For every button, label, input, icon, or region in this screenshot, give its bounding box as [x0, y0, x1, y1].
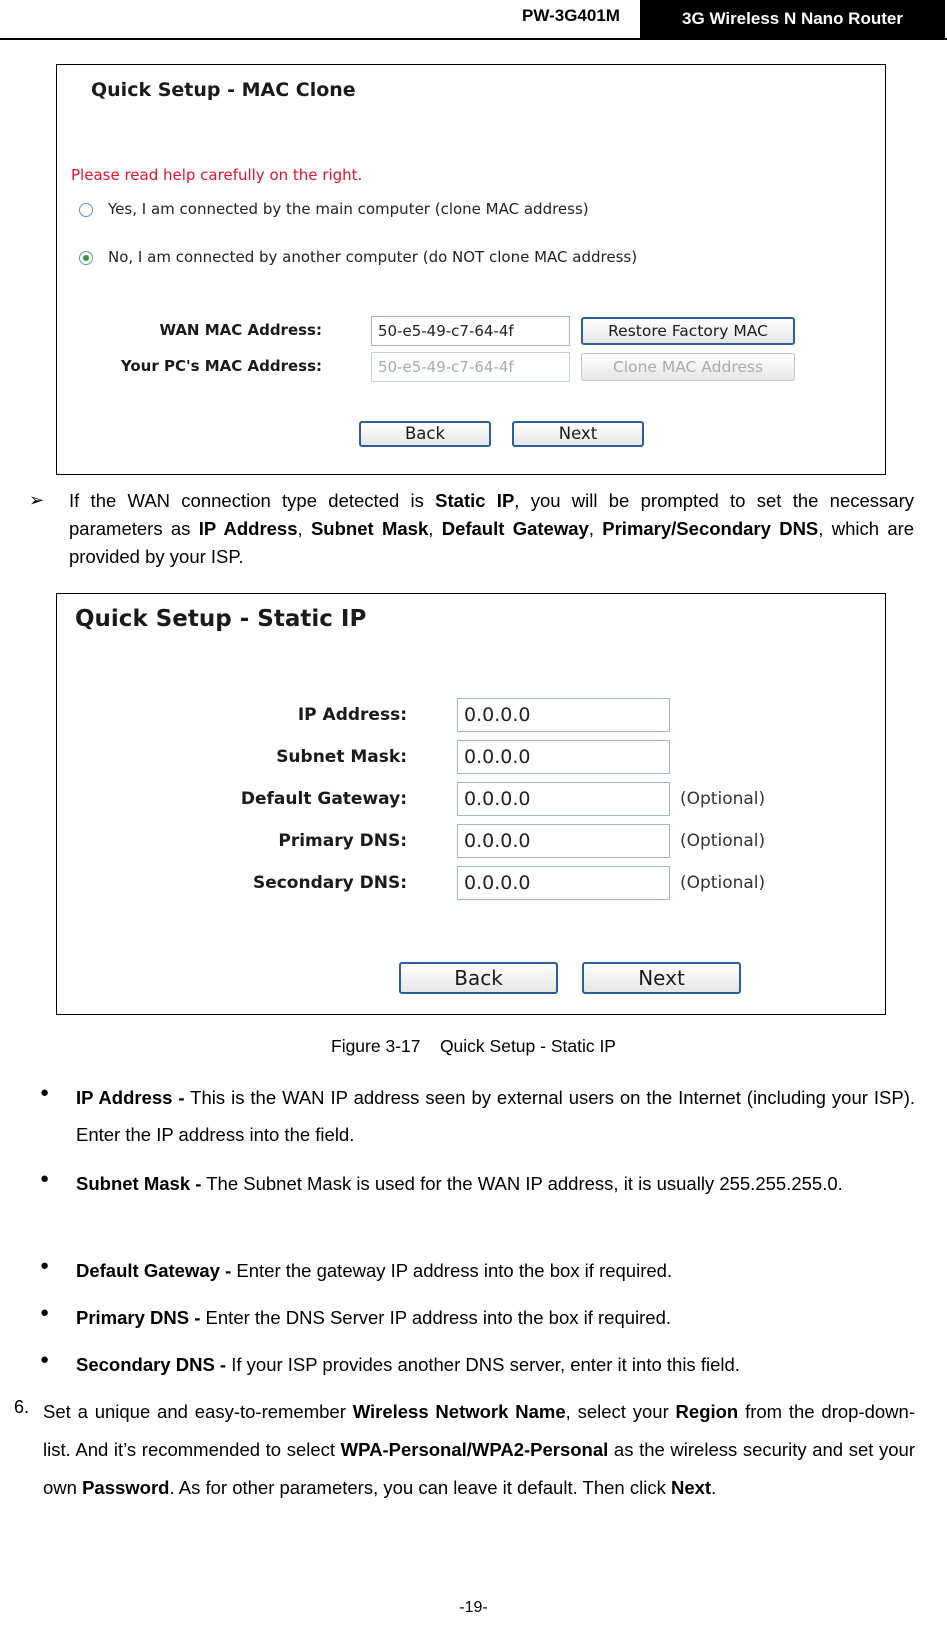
- intro-bold-ip-address: IP Address: [198, 518, 298, 539]
- page-number: -19-: [459, 1599, 488, 1616]
- bullet-marker: ●: [40, 1084, 50, 1101]
- bullet-term: Subnet Mask -: [76, 1173, 202, 1194]
- step6-paragraph: [43, 1393, 915, 1507]
- step6-text: . As for other parameters, you can leave it default. Then click: [169, 1477, 671, 1498]
- wan-mac-input[interactable]: 50-e5-49-c7-64-4f: [371, 316, 570, 346]
- secondary-dns-optional-note: (Optional): [680, 873, 766, 893]
- intro-text: ,: [588, 518, 603, 539]
- restore-factory-mac-button[interactable]: Restore Factory MAC: [581, 317, 795, 345]
- bullet-text: The Subnet Mask is used for the WAN IP address, it is usually 255.255.255.0.: [201, 1173, 843, 1194]
- bullet-term: IP Address -: [76, 1087, 185, 1108]
- step6-bold-password: Password: [82, 1477, 170, 1498]
- wan-mac-label: WAN MAC Address:: [159, 321, 322, 339]
- intro-text: , which are provided by your ISP.: [69, 518, 915, 567]
- intro-bold-dns: Primary/Secondary DNS: [602, 518, 819, 539]
- mac-clone-title: Quick Setup - MAC Clone: [91, 79, 356, 101]
- bullet-text: Enter the gateway IP address into the box if required.: [231, 1260, 673, 1281]
- primary-dns-label: Primary DNS:: [278, 831, 407, 851]
- bullet-term: Secondary DNS -: [76, 1354, 227, 1375]
- radio-selected-dot: [83, 255, 89, 261]
- intro-text: , you will be prompted to set the necessary parameters as: [69, 490, 914, 539]
- bullet-marker: ●: [40, 1304, 50, 1321]
- intro-text: ,: [428, 518, 442, 539]
- bullet-marker: ●: [40, 1351, 50, 1368]
- document-model-header: PW-3G401M: [522, 6, 620, 25]
- intro-bold-subnet-mask: Subnet Mask: [310, 518, 429, 539]
- intro-text: If the WAN connection type detected is: [69, 490, 436, 511]
- subnet-mask-label: Subnet Mask:: [276, 747, 407, 767]
- primary-dns-optional-note: (Optional): [680, 831, 766, 851]
- mac-clone-screenshot: [56, 64, 886, 475]
- static-ip-title: Quick Setup - Static IP: [75, 606, 367, 632]
- default-gateway-label: Default Gateway:: [240, 789, 407, 809]
- bullet-text: This is the WAN IP address seen by external users on the Internet (including your ISP). Enter the IP address into the field.: [76, 1087, 915, 1145]
- primary-dns-input[interactable]: 0.0.0.0: [457, 824, 670, 858]
- intro-bold-static-ip: Static IP: [435, 490, 515, 511]
- pc-mac-label: Your PC's MAC Address:: [120, 357, 322, 375]
- bullet-ip-address: [76, 1079, 915, 1153]
- document-product-header: 3G Wireless N Nano Router: [640, 0, 945, 38]
- ip-address-label: IP Address:: [297, 705, 407, 725]
- bullet-marker: ●: [40, 1257, 50, 1274]
- intro-arrow-marker: ➢: [29, 490, 45, 510]
- intro-text: ,: [297, 518, 311, 539]
- step6-bold-region: Region: [675, 1401, 739, 1422]
- mac-clone-next-button[interactable]: Next: [512, 421, 644, 447]
- step6-text: , select your: [565, 1401, 676, 1422]
- secondary-dns-input[interactable]: 0.0.0.0: [457, 866, 670, 900]
- bullet-secondary-dns: [76, 1346, 915, 1383]
- step6-bold-network-name: Wireless Network Name: [352, 1401, 566, 1422]
- step6-bold-next: Next: [670, 1477, 712, 1498]
- bullet-marker: ●: [40, 1170, 50, 1187]
- figure-caption: Figure 3-17 Quick Setup - Static IP: [331, 1036, 616, 1056]
- bullet-term: Default Gateway -: [76, 1260, 232, 1281]
- intro-bold-default-gateway: Default Gateway: [441, 518, 589, 539]
- step6-text: Set a unique and easy-to-remember: [43, 1401, 353, 1422]
- static-ip-next-button[interactable]: Next: [582, 962, 741, 994]
- header-rule: [0, 38, 947, 40]
- clone-mac-option-label: Yes, I am connected by the main computer (clone MAC address): [108, 200, 589, 218]
- clone-mac-radio[interactable]: [79, 203, 93, 217]
- pc-mac-input: 50-e5-49-c7-64-4f: [371, 352, 570, 382]
- step6-bold-wpa: WPA-Personal/WPA2-Personal: [340, 1439, 609, 1460]
- no-clone-mac-option-label: No, I am connected by another computer (do NOT clone MAC address): [108, 248, 638, 266]
- static-ip-back-button[interactable]: Back: [399, 962, 558, 994]
- help-warning: Please read help carefully on the right.: [71, 166, 363, 184]
- step-number: 6.: [14, 1397, 30, 1417]
- bullet-default-gateway: [76, 1252, 915, 1289]
- step6-text: from the drop-down-list. And it’s recommended to select: [43, 1401, 915, 1460]
- intro-paragraph: [69, 487, 914, 571]
- secondary-dns-label: Secondary DNS:: [252, 873, 407, 893]
- clone-mac-address-button: Clone MAC Address: [581, 353, 795, 381]
- mac-clone-back-button[interactable]: Back: [359, 421, 491, 447]
- no-clone-mac-radio[interactable]: [79, 251, 93, 265]
- default-gateway-optional-note: (Optional): [680, 789, 766, 809]
- bullet-primary-dns: [76, 1299, 915, 1336]
- ip-address-input[interactable]: 0.0.0.0: [457, 698, 670, 732]
- bullet-text: If your ISP provides another DNS server, enter it into this field.: [226, 1354, 740, 1375]
- bullet-term: Primary DNS -: [76, 1307, 201, 1328]
- static-ip-screenshot: [56, 593, 886, 1015]
- subnet-mask-input[interactable]: 0.0.0.0: [457, 740, 670, 774]
- bullet-text: Enter the DNS Server IP address into the box if required.: [200, 1307, 672, 1328]
- step6-text: .: [711, 1477, 717, 1498]
- step6-text: as the wireless security and set your own: [43, 1439, 915, 1498]
- bullet-subnet-mask: [76, 1165, 915, 1202]
- default-gateway-input[interactable]: 0.0.0.0: [457, 782, 670, 816]
